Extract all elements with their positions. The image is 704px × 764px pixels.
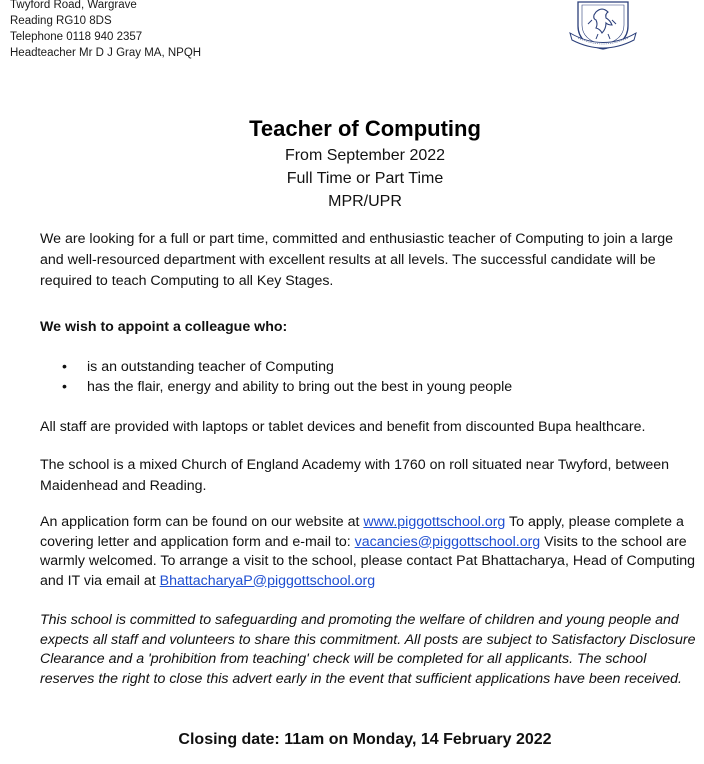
list-item bbox=[40, 357, 700, 377]
apply-text-1: An application form can be found on our website at bbox=[40, 514, 364, 530]
website-link[interactable]: www.piggottschool.org bbox=[363, 514, 506, 530]
start-date: From September 2022 bbox=[284, 147, 446, 164]
staff-benefits-paragraph: All staff are provided with laptops or tablet devices and benefit from discounted Bupa healthcare. bbox=[40, 419, 646, 435]
safeguarding-paragraph: This school is committed to safeguarding and promoting the welfare of children and young people and expects all staff and volunteers to share this commitment. All posts are subject to Satisfactory Disclosure Clearance and a 'prohibition from teaching' check will be completed for all applicants. The school reserves the right to close this advert early in the event that sufficient applications have been received. bbox=[40, 612, 696, 687]
vacancies-email-link[interactable]: vacancies@piggottschool.org bbox=[354, 533, 541, 550]
closing-date: Closing date: 11am on Monday, 14 February 2022 bbox=[178, 731, 552, 748]
school-info-paragraph: The school is a mixed Church of England Academy with 1760 on roll situated near Twyford, between Maidenhead and Reading. bbox=[40, 457, 670, 494]
bullet-icon: • bbox=[62, 359, 67, 375]
working-hours: Full Time or Part Time bbox=[286, 170, 444, 187]
list-item-text: is an outstanding teacher of Computing bbox=[87, 359, 334, 375]
apply-text-2: To apply, please complete a covering letter and application form and e-mail to: bbox=[40, 514, 684, 550]
school-crest-icon bbox=[568, 0, 638, 50]
intro-paragraph: We are looking for a full or part time, committed and enthusiastic teacher of Computing to join a large and well-resourced department with excellent results at all levels. The successful candidate will be required to teach Computing to all Key Stages. bbox=[40, 231, 673, 289]
apply-text-3: Visits to the school are warmly welcomed. To arrange a visit to the school, please contact Pat Bhattacharya, Head of Computing and IT via email at bbox=[40, 533, 696, 589]
address-line-2: Reading RG10 8DS bbox=[10, 15, 112, 27]
contact-email-link[interactable]: BhattacharyaP@piggottschool.org bbox=[159, 572, 376, 589]
requirements-list bbox=[40, 357, 700, 397]
application-paragraph bbox=[40, 513, 700, 591]
school-address-block bbox=[10, 0, 201, 61]
bullet-icon: • bbox=[62, 379, 67, 395]
job-title: Teacher of Computing bbox=[249, 116, 481, 141]
wish-heading: We wish to appoint a colleague who: bbox=[40, 319, 288, 335]
headteacher-line: Headteacher Mr D J Gray MA, NPQH bbox=[10, 47, 202, 59]
telephone-line: Telephone 0118 940 2357 bbox=[10, 31, 143, 43]
list-item-text: has the flair, energy and ability to bring out the best in young people bbox=[87, 379, 513, 395]
address-line-1: Twyford Road, Wargrave bbox=[10, 0, 137, 11]
advert-title-block bbox=[0, 114, 704, 213]
list-item bbox=[40, 377, 700, 397]
pay-scale: MPR/UPR bbox=[328, 193, 402, 210]
